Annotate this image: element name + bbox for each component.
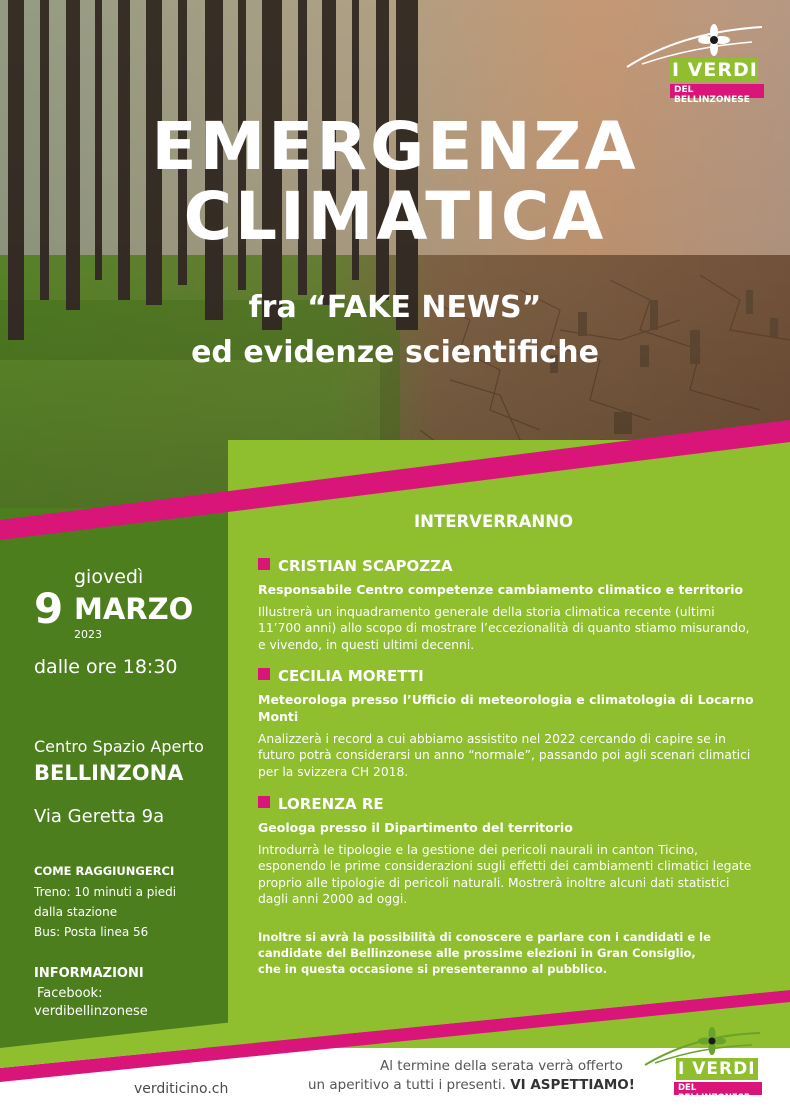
speaker-role: Meteorologa presso l’Ufficio di meteorologia e climatologia di Locarno Monti <box>258 692 754 724</box>
candidates-line-1: Inoltre si avrà la possibilità di conoscere e parlare con i candidati e le <box>258 930 711 944</box>
speaker-name: CECILIA MORETTI <box>278 667 424 685</box>
bullet-square-icon <box>258 668 270 680</box>
info-heading: INFORMAZIONI <box>34 966 144 981</box>
speaker-role: Responsabile Centro competenze cambiamento climatico e territorio <box>258 582 744 597</box>
speakers-heading: INTERVERRANNO <box>414 512 574 531</box>
logo-top <box>622 22 767 105</box>
info-line-2: verdibellinzonese <box>34 1004 148 1019</box>
directions-train-1: Treno: 10 minuti a piedi <box>34 885 177 899</box>
closing-line-1: Al termine della serata verrà offerto <box>380 1058 623 1074</box>
event-venue: Centro Spazio Aperto <box>34 737 204 756</box>
event-year: 2023 <box>74 628 102 641</box>
logo-sub-bottom: DEL BELLINZONESE <box>678 1083 750 1103</box>
magenta-band <box>0 420 790 545</box>
logo-brand: I VERDI <box>672 59 758 81</box>
closing-cta: VI ASPETTIAMO! <box>510 1077 635 1093</box>
speaker-description: Analizzerà i record a cui abbiamo assistito nel 2022 cercando di capire se in futuro potrà considerarsi un anno “normale”, passando poi agli scenari climatici per la svizzera CH 2018. <box>258 732 751 779</box>
speaker-description: Introdurrà le tipologie e la gestione dei pericoli naurali in canton Ticino, esponendo le prime considerazioni sugli effetti dei cambiamenti climatici legate proprio alle tipologie di pericoli naturali. Mostrerà inoltre alcuni dati statistici dagli anni 2000 ad oggi. <box>258 843 752 906</box>
event-address: Via Geretta 9a <box>34 806 165 827</box>
candidates-line-2: candidate del Bellinzonese alle prossime elezioni in Gran Consiglio, <box>258 946 696 960</box>
info-line-1: Facebook: <box>37 986 103 1001</box>
logo-sub: DEL BELLINZONESE <box>674 85 750 105</box>
candidates-line-3: che in questa occasione si presenteranno al pubblico. <box>258 962 608 976</box>
speaker-description: Illustrerà un inquadramento generale della storia climatica recente (ultimi 11’700 anni) allo scopo di mostrare l’eccezionalità di quanto stiamo misurando, e vivendo, in questi ultimi decenni. <box>258 605 750 652</box>
closing-line-2 <box>308 1077 635 1093</box>
logo-bottom <box>640 1025 765 1103</box>
footer-website[interactable]: verditicino.ch <box>134 1081 229 1097</box>
event-time: dalle ore 18:30 <box>34 656 178 678</box>
speaker-name: CRISTIAN SCAPOZZA <box>278 557 453 575</box>
directions-heading: COME RAGGIUNGERCI <box>34 864 175 878</box>
event-day: 9 <box>34 584 64 633</box>
title-line-2: CLIMATICA <box>183 178 607 255</box>
event-month: MARZO <box>74 592 194 626</box>
subtitle-line-2: ed evidenze scientifiche <box>191 335 599 370</box>
directions-train-2: dalla stazione <box>34 905 118 919</box>
event-weekday: giovedì <box>74 566 144 588</box>
event-city: BELLINZONA <box>34 761 184 785</box>
speaker-3 <box>258 795 758 907</box>
speaker-name: LORENZA RE <box>278 795 384 813</box>
subtitle-line-1: fra “FAKE NEWS” <box>248 290 542 325</box>
logo-brand-bottom: I VERDI <box>678 1059 756 1079</box>
closing-text: un aperitivo a tutti i presenti. <box>308 1077 506 1093</box>
bullet-square-icon <box>258 558 270 570</box>
title-line-1: EMERGENZA <box>151 108 639 185</box>
speaker-2 <box>258 667 758 780</box>
directions-bus: Bus: Posta linea 56 <box>34 925 149 939</box>
speaker-1 <box>258 557 758 653</box>
speaker-role: Geologa presso il Dipartimento del territorio <box>258 820 573 835</box>
bullet-square-icon <box>258 796 270 808</box>
